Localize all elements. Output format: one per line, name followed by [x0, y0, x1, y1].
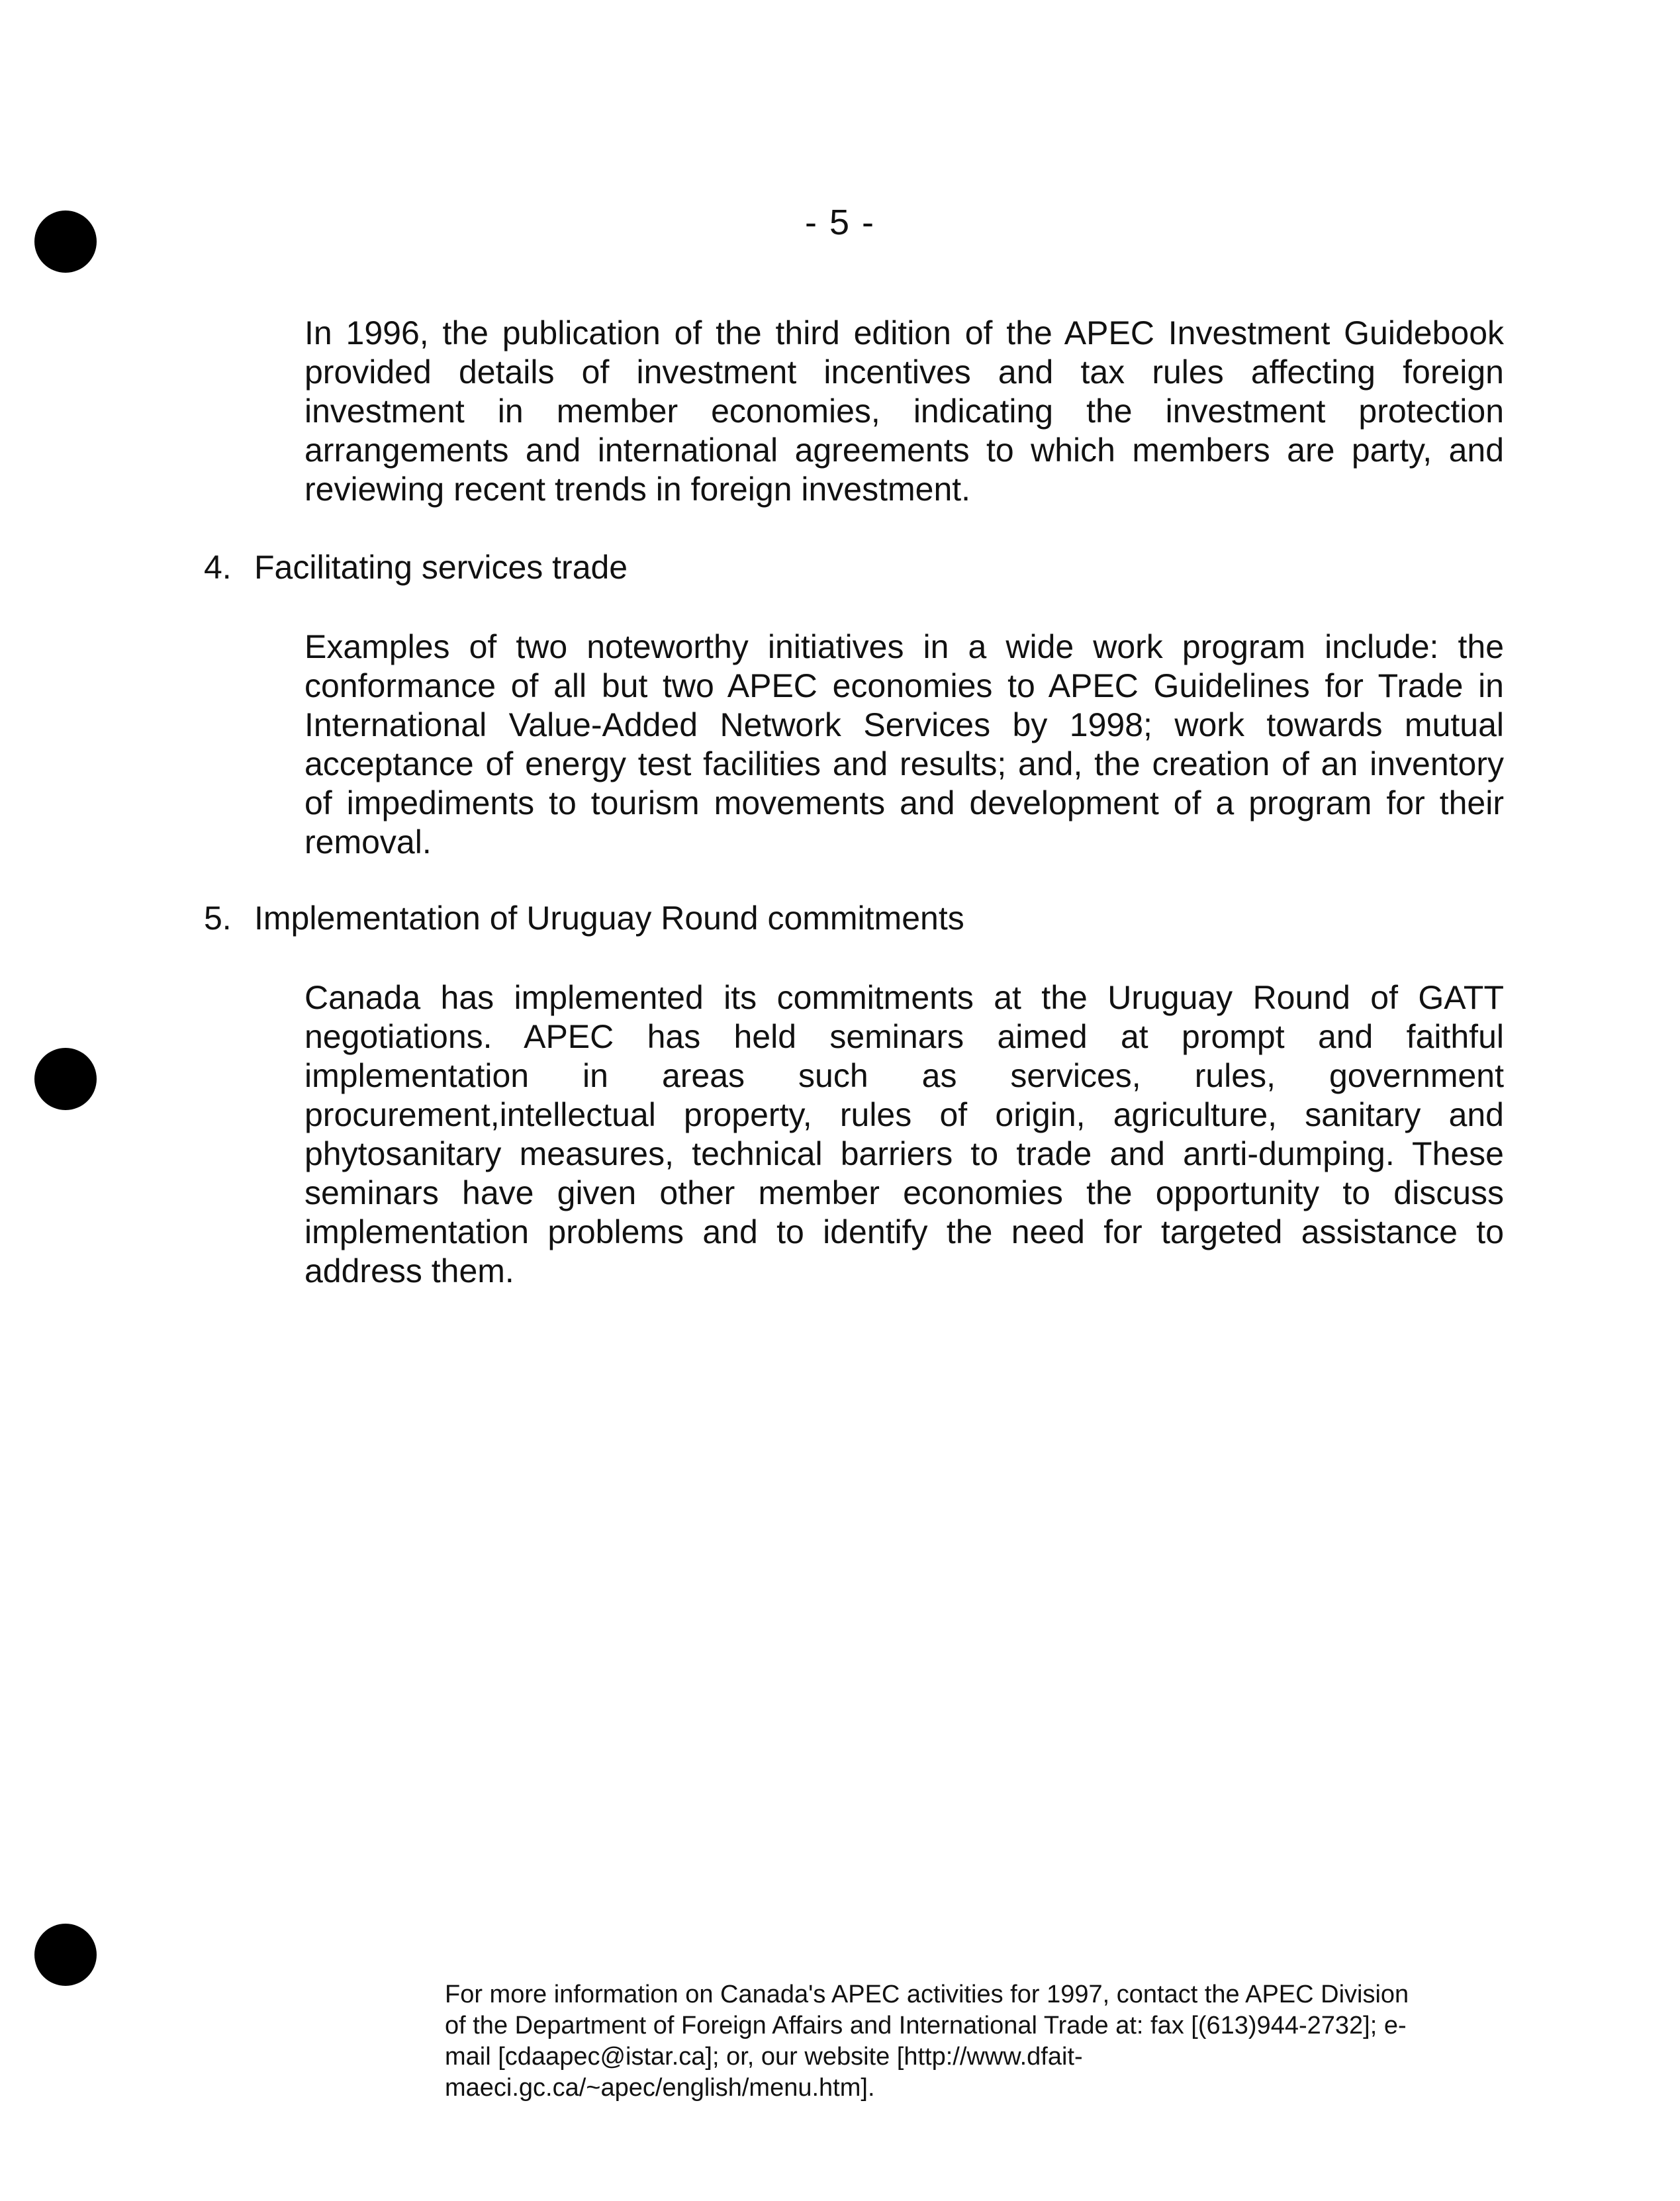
- section-number: 4.: [204, 549, 232, 586]
- punch-hole-middle: [34, 1048, 97, 1110]
- section-body-facilitating-services-trade: Examples of two noteworthy initiatives in a wide work program include: the conformance of all but two APEC economies to APEC Guidelines for Trade in International Value-Added Network Services by 1998; work towards mutual acceptance of energy test facilities and results; and, the creation of an inventory of impediments to tourism movements and development of a program for their removal.: [304, 628, 1504, 861]
- section-title: Implementation of Uruguay Round commitments: [254, 900, 964, 937]
- section-number: 5.: [204, 900, 232, 937]
- section-title: Facilitating services trade: [254, 549, 628, 586]
- section-body-uruguay-round: Canada has implemented its commitments at the Uruguay Round of GATT negotiations. APEC has held seminars aimed at prompt and faithful implementation in areas such as services, rules, government procurement,intellectual property, rules of origin, agriculture, sanitary and phytosanitary measures, technical barriers to trade and anrti-dumping. These seminars have given other member economies the opportunity to discuss implementation problems and to identify the need for targeted assistance to address them.: [304, 979, 1504, 1289]
- contact-footer-note: For more information on Canada's APEC activities for 1997, contact the APEC Division of the Department of Foreign Affairs and International Trade at: fax [(613)944-2732]; e-mail [cdaapec@istar.ca]; or, our website [http://www.dfait-maeci.gc.ca/~apec/english/menu.htm].: [445, 1981, 1409, 2102]
- punch-hole-bottom: [34, 1924, 97, 1986]
- section-heading-uruguay-round: [204, 899, 964, 938]
- section-heading-facilitating-services-trade: [204, 548, 628, 587]
- page-number: - 5 -: [804, 203, 875, 242]
- intro-paragraph: In 1996, the publication of the third edition of the APEC Investment Guidebook provided details of investment incentives and tax rules affecting foreign investment in member economies, indicating the investment protection arrangements and international agreements to which members are party, and reviewing recent trends in foreign investment.: [304, 314, 1504, 508]
